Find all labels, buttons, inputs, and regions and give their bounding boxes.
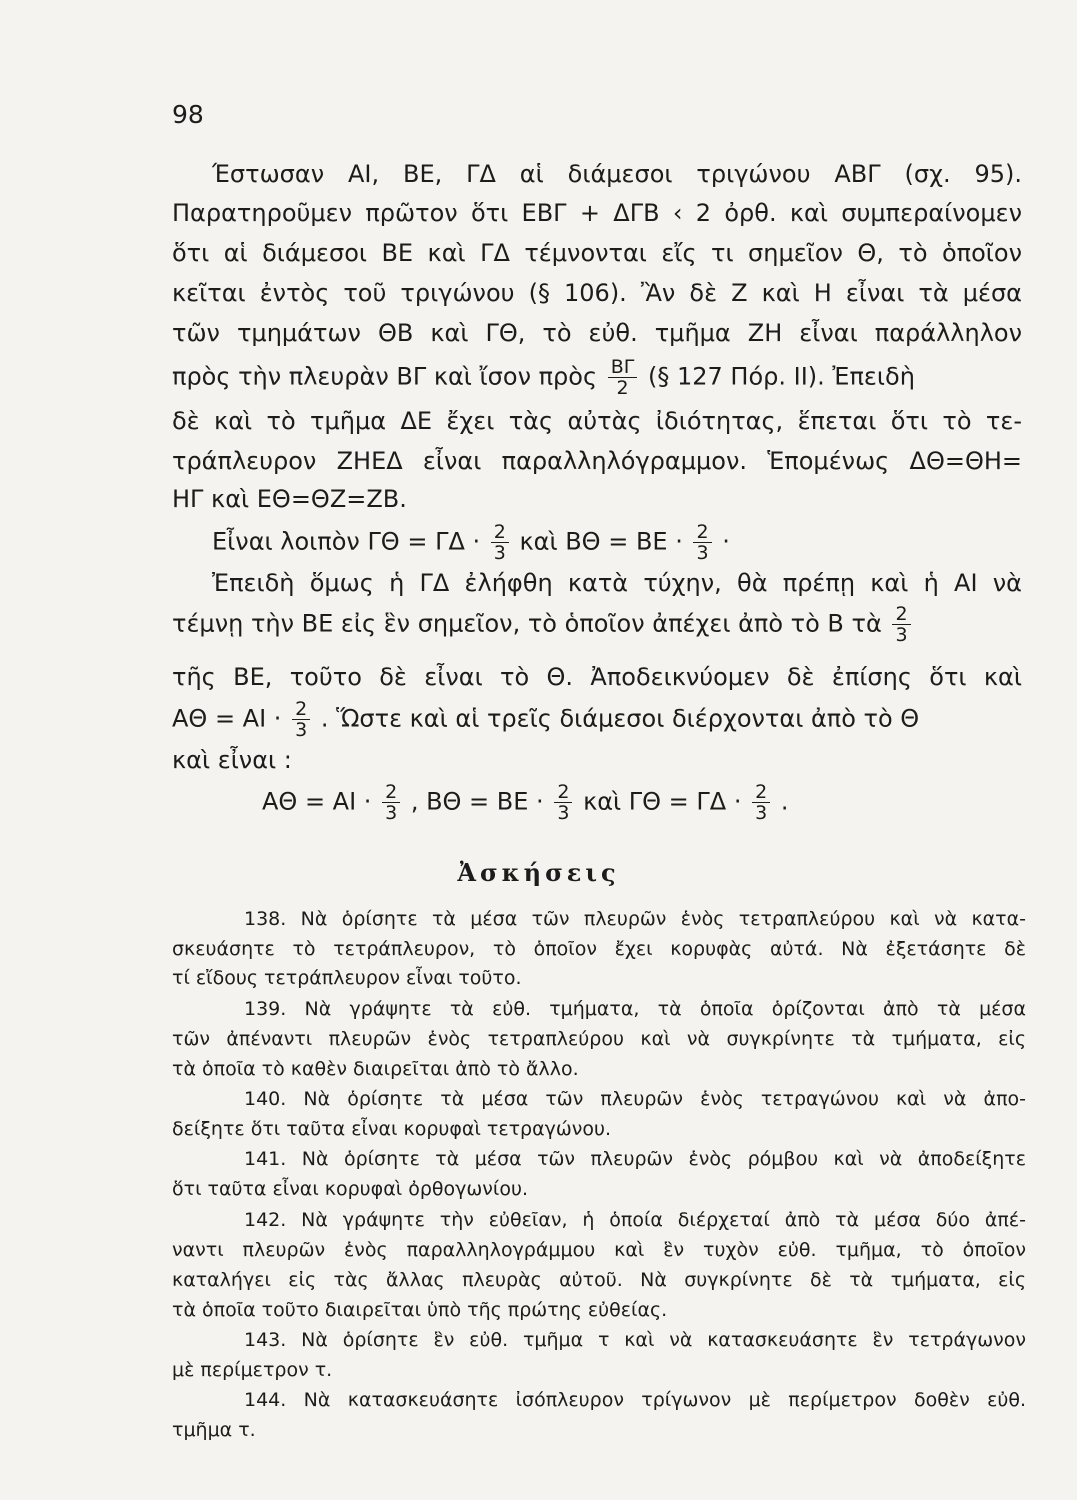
fraction [382, 782, 400, 823]
body-line-fraction [212, 522, 1022, 563]
body-line: Παρατηροῦμεν πρῶτον ὅτι ΕΒΓ + ΔΓΒ ‹ 2 ὀρθ. καὶ συμπεραίνομεν [172, 199, 1022, 227]
fraction [892, 604, 910, 645]
formula-line [262, 782, 962, 823]
body-line: Έστωσαν ΑΙ, ΒΕ, ΓΔ αἱ διάμεσοι τριγώνου ΑΒΓ (σχ. 95). [212, 160, 1022, 188]
exercise-line: ναντι πλευρῶν ἑνὸς παραλληλογράμμου καὶ ἓν τυχὸν εὐθ. τμῆμα, τὸ ὁποῖον [172, 1239, 1026, 1261]
fraction [491, 522, 509, 563]
text: ΑΘ = ΑΙ · [262, 787, 372, 816]
fraction-numerator: ΒΓ [608, 357, 638, 378]
fraction-numerator: 2 [292, 699, 310, 720]
exercise-line: δείξητε ὅτι ταῦτα εἶναι κορυφαὶ τετραγώνου. [172, 1118, 612, 1140]
exercise-line: 141. Νὰ ὁρίσητε τὰ μέσα τῶν πλευρῶν ἑνὸς ρόμβου καὶ νὰ ἀποδείξητε [244, 1148, 1026, 1170]
body-line: ὅτι αἱ διάμεσοι ΒΕ καὶ ΓΔ τέμνονται εἴς τι σημεῖον Θ, τὸ ὁποῖον [172, 239, 1022, 267]
exercise-line: 138. Νὰ ὁρίσητε τὰ μέσα τῶν πλευρῶν ἑνὸς τετραπλεύρου καὶ νὰ κατα- [244, 908, 1026, 930]
exercise-line: μὲ περίμετρον τ. [172, 1359, 333, 1381]
text: καὶ ΓΘ = ΓΔ · [583, 787, 742, 816]
exercise-line: τὰ ὁποῖα τὸ καθὲν διαιρεῖται ἀπὸ τὸ ἄλλο. [172, 1058, 579, 1080]
exercise-line: τμῆμα τ. [172, 1419, 256, 1441]
exercise-line: τὰ ὁποῖα τοῦτο διαιρεῖται ὑπὸ τῆς πρώτης εὐθείας. [172, 1299, 668, 1321]
fraction-denominator: 3 [895, 624, 908, 646]
text: (§ 127 Πόρ. ΙΙ). Ἐπειδὴ [647, 362, 915, 391]
fraction [752, 782, 770, 823]
fraction-numerator: 2 [491, 522, 509, 543]
body-line: κεῖται ἐντὸς τοῦ τριγώνου (§ 106). Ἂν δὲ Ζ καὶ Η εἶναι τὰ μέσα [172, 279, 1022, 307]
body-line: δὲ καὶ τὸ τμῆμα ΔΕ ἔχει τὰς αὐτὰς ἰδιότητας, ἕπεται ὅτι τὸ τε- [172, 407, 1022, 435]
body-line: τῶν τμημάτων ΘΒ καὶ ΓΘ, τὸ εὐθ. τμῆμα ΖΗ εἶναι παράλληλον [172, 319, 1022, 347]
fraction-numerator: 2 [382, 782, 400, 803]
body-line: ΗΓ καὶ ΕΘ=ΘΖ=ΖΒ. [172, 485, 407, 513]
fraction-numerator: 2 [693, 522, 711, 543]
exercise-line: τί εἴδους τετράπλευρον εἶναι τοῦτο. [172, 967, 522, 989]
body-line: καὶ εἶναι : [172, 746, 292, 774]
exercise-line: 144. Νὰ κατασκευάσητε ἰσόπλευρον τρίγωνον μὲ περίμετρον δοθὲν εὐθ. [244, 1389, 1026, 1411]
section-heading: Ἀσκήσεις [457, 858, 620, 887]
text: . Ὥστε καὶ αἱ τρεῖς διάμεσοι διέρχονται ἀπὸ τὸ Θ [320, 704, 920, 733]
fraction-numerator: 2 [554, 782, 572, 803]
fraction-denominator: 2 [616, 377, 629, 399]
fraction-denominator: 3 [557, 802, 570, 824]
text: καὶ ΒΘ = ΒΕ · [519, 527, 683, 556]
body-line-fraction [172, 604, 1022, 645]
text: , ΒΘ = ΒΕ · [410, 787, 544, 816]
page-number: 98 [172, 100, 204, 129]
text: πρὸς τὴν πλευρὰν ΒΓ καὶ ἴσον πρὸς [172, 362, 598, 391]
body-line: τράπλευρον ΖΗΕΔ εἶναι παραλληλόγραμμον. Ἑπομένως ΔΘ=ΘΗ= [172, 447, 1022, 475]
text: . [780, 787, 789, 816]
fraction-denominator: 3 [493, 542, 506, 564]
fraction [608, 357, 638, 398]
body-line: τῆς ΒΕ, τοῦτο δὲ εἶναι τὸ Θ. Ἀποδεικνύομεν δὲ ἐπίσης ὅτι καὶ [172, 663, 1022, 691]
body-line-fraction [172, 357, 1022, 398]
fraction-denominator: 3 [385, 802, 398, 824]
exercise-line: ὅτι ταῦτα εἶναι κορυφαὶ ὀρθογωνίου. [172, 1178, 528, 1200]
fraction-numerator: 2 [752, 782, 770, 803]
fraction [693, 522, 711, 563]
exercise-line: 142. Νὰ γράψητε τὴν εὐθεῖαν, ἡ ὁποία διέρχεταί ἀπὸ τὰ μέσα δύο ἀπέ- [244, 1209, 1026, 1231]
fraction-denominator: 3 [755, 802, 768, 824]
body-line-fraction [172, 699, 1022, 740]
text: τέμνῃ τὴν ΒΕ εἰς ἓν σημεῖον, τὸ ὁποῖον ἀπέχει ἀπὸ τὸ Β τὰ [172, 609, 882, 638]
fraction-denominator: 3 [295, 719, 308, 741]
exercise-line: 140. Νὰ ὁρίσητε τὰ μέσα τῶν πλευρῶν ἑνὸς τετραγώνου καὶ νὰ ἀπο- [244, 1088, 1026, 1110]
fraction-numerator: 2 [892, 604, 910, 625]
body-line: Ἐπειδὴ ὅμως ἡ ΓΔ ἐλήφθη κατὰ τύχην, θὰ πρέπῃ καὶ ἡ ΑΙ νὰ [212, 569, 1022, 597]
exercise-line: καταλήγει εἰς τὰς ἄλλας πλευρὰς αὐτοῦ. Νὰ συγκρίνητε δὲ τὰ τμήματα, εἰς [172, 1269, 1026, 1291]
fraction [292, 699, 310, 740]
exercise-line: 139. Νὰ γράψητε τὰ εὐθ. τμήματα, τὰ ὁποῖα ὁρίζονται ἀπὸ τὰ μέσα [244, 998, 1026, 1020]
text: ΑΘ = ΑΙ · [172, 704, 282, 733]
fraction-denominator: 3 [696, 542, 709, 564]
text: Εἶναι λοιπὸν ΓΘ = ΓΔ · [212, 527, 481, 556]
exercise-line: σκευάσητε τὸ τετράπλευρον, τὸ ὁποῖον ἔχει κορυφὰς αὐτά. Νὰ ἐξετάσητε δὲ [172, 938, 1026, 960]
exercise-line: τῶν ἀπέναντι πλευρῶν ἑνὸς τετραπλεύρου καὶ νὰ συγκρίνητε τὰ τμήματα, εἰς [172, 1028, 1026, 1050]
exercise-line: 143. Νὰ ὁρίσητε ἓν εὐθ. τμῆμα τ καὶ νὰ κατασκευάσητε ἓν τετράγωνον [244, 1329, 1026, 1351]
text: · [722, 527, 730, 556]
fraction [554, 782, 572, 823]
